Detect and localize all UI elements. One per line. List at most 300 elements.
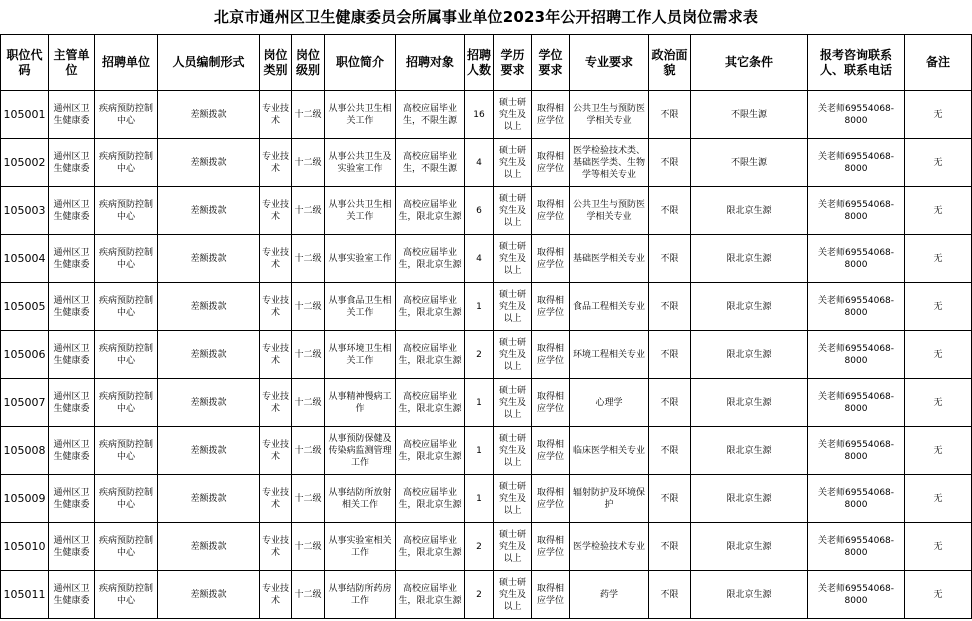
cell-text: 无 bbox=[933, 445, 943, 456]
cell-text: 通州区卫生健康委 bbox=[53, 103, 90, 126]
cell-text: 关老师69554068-8000 bbox=[817, 199, 895, 222]
job-description-cell bbox=[325, 331, 396, 379]
remarks-cell bbox=[905, 91, 972, 139]
job-code-cell bbox=[1, 331, 49, 379]
education-cell bbox=[494, 283, 532, 331]
department-cell bbox=[49, 523, 95, 571]
cell-text: 高校应届毕业生，限北京生源 bbox=[398, 535, 462, 558]
applicant-type-cell bbox=[396, 571, 465, 619]
cell-text: 限北京生源 bbox=[726, 397, 772, 408]
header-cell: 学位要求 bbox=[532, 35, 570, 91]
political-status-cell bbox=[649, 379, 691, 427]
other-conditions-cell bbox=[691, 187, 808, 235]
employer-cell bbox=[95, 187, 158, 235]
cell-text: 专业技术 bbox=[262, 583, 289, 606]
header-cell: 招聘人数 bbox=[465, 35, 494, 91]
post-category-cell bbox=[260, 571, 292, 619]
major-cell bbox=[570, 523, 649, 571]
contact-cell bbox=[808, 283, 905, 331]
cell-text: 食品工程相关专业 bbox=[572, 301, 645, 312]
cell-text: 基础医学相关专业 bbox=[572, 253, 645, 264]
cell-text: 1 bbox=[476, 397, 482, 408]
cell-text: 专业技术 bbox=[262, 247, 289, 270]
cell-text: 不限生源 bbox=[730, 109, 767, 120]
page-title: 北京市通州区卫生健康委员会所属事业单位2023年公开招聘工作人员岗位需求表 bbox=[213, 8, 759, 26]
headcount-cell bbox=[465, 91, 494, 139]
table-row bbox=[1, 187, 972, 235]
cell-text: 取得相应学位 bbox=[536, 247, 564, 270]
applicant-type-cell bbox=[396, 283, 465, 331]
post-category-cell bbox=[260, 379, 292, 427]
job-code-cell bbox=[1, 523, 49, 571]
cell-text: 从事精神慢病工作 bbox=[328, 391, 392, 414]
employer-cell bbox=[95, 379, 158, 427]
post-level-cell bbox=[292, 139, 325, 187]
table-row bbox=[1, 235, 972, 283]
cell-text: 105005 bbox=[3, 300, 46, 313]
headcount-cell bbox=[465, 571, 494, 619]
job-code-cell bbox=[1, 475, 49, 523]
cell-text: 专业技术 bbox=[262, 295, 289, 318]
post-category-cell bbox=[260, 139, 292, 187]
cell-text: 无 bbox=[933, 541, 943, 552]
applicant-type-cell bbox=[396, 139, 465, 187]
cell-text: 专业技术 bbox=[262, 199, 289, 222]
cell-text: 取得相应学位 bbox=[536, 151, 564, 174]
cell-text: 关老师69554068-8000 bbox=[817, 247, 895, 270]
header-cell: 招聘单位 bbox=[95, 35, 158, 91]
employer-cell bbox=[95, 283, 158, 331]
cell-text: 十二级 bbox=[294, 109, 322, 120]
job-code-cell bbox=[1, 91, 49, 139]
cell-text: 疾病预防控制中心 bbox=[98, 247, 153, 270]
cell-text: 限北京生源 bbox=[726, 301, 772, 312]
cell-text: 疾病预防控制中心 bbox=[98, 343, 153, 366]
cell-text: 从事实验室工作 bbox=[328, 253, 392, 264]
cell-text: 从事实验室相关工作 bbox=[328, 535, 392, 558]
cell-text: 无 bbox=[933, 301, 943, 312]
department-cell bbox=[49, 427, 95, 475]
cell-text: 高校应届毕业生，不限生源 bbox=[402, 103, 457, 126]
staffing-type-cell bbox=[158, 379, 260, 427]
post-category-cell bbox=[260, 475, 292, 523]
cell-text: 通州区卫生健康委 bbox=[53, 583, 90, 606]
header-cell: 岗位类别 bbox=[260, 35, 292, 91]
cell-text: 高校应届毕业生，限北京生源 bbox=[398, 487, 462, 510]
headcount-cell bbox=[465, 475, 494, 523]
headcount-cell bbox=[465, 139, 494, 187]
staffing-type-cell bbox=[158, 283, 260, 331]
cell-text: 硕士研究生及以上 bbox=[498, 481, 526, 516]
education-cell bbox=[494, 235, 532, 283]
cell-text: 公共卫生与预防医学相关专业 bbox=[572, 199, 645, 222]
cell-text: 十二级 bbox=[294, 445, 322, 456]
cell-text: 无 bbox=[933, 109, 943, 120]
cell-text: 硕士研究生及以上 bbox=[498, 385, 526, 420]
cell-text: 十二级 bbox=[294, 253, 322, 264]
header-cell: 岗位级别 bbox=[292, 35, 325, 91]
cell-text: 十二级 bbox=[294, 589, 322, 600]
cell-text: 取得相应学位 bbox=[536, 391, 564, 414]
cell-text: 专业技术 bbox=[262, 103, 289, 126]
education-cell bbox=[494, 475, 532, 523]
job-description-cell bbox=[325, 91, 396, 139]
cell-text: 关老师69554068-8000 bbox=[817, 343, 895, 366]
cell-text: 硕士研究生及以上 bbox=[498, 241, 526, 276]
cell-text: 通州区卫生健康委 bbox=[53, 151, 90, 174]
cell-text: 关老师69554068-8000 bbox=[817, 295, 895, 318]
cell-text: 4 bbox=[476, 157, 482, 168]
other-conditions-cell bbox=[691, 571, 808, 619]
job-code-cell bbox=[1, 139, 49, 187]
header-cell: 备注 bbox=[905, 35, 972, 91]
header-row bbox=[1, 35, 972, 91]
job-description-cell bbox=[325, 427, 396, 475]
cell-text: 高校应届毕业生，限北京生源 bbox=[398, 199, 462, 222]
cell-text: 通州区卫生健康委 bbox=[53, 247, 90, 270]
post-level-cell bbox=[292, 571, 325, 619]
political-status-cell bbox=[649, 283, 691, 331]
table-row bbox=[1, 475, 972, 523]
contact-cell bbox=[808, 139, 905, 187]
headcount-cell bbox=[465, 283, 494, 331]
table-row bbox=[1, 571, 972, 619]
cell-text: 不限 bbox=[660, 445, 679, 456]
degree-cell bbox=[532, 235, 570, 283]
cell-text: 从事环境卫生相关工作 bbox=[328, 343, 392, 366]
contact-cell bbox=[808, 523, 905, 571]
cell-text: 硕士研究生及以上 bbox=[498, 529, 526, 564]
post-level-cell bbox=[292, 475, 325, 523]
cell-text: 不限 bbox=[660, 397, 679, 408]
remarks-cell bbox=[905, 187, 972, 235]
cell-text: 不限 bbox=[660, 253, 679, 264]
cell-text: 高校应届毕业生，限北京生源 bbox=[398, 583, 462, 606]
table-row bbox=[1, 139, 972, 187]
job-code-cell bbox=[1, 427, 49, 475]
contact-cell bbox=[808, 379, 905, 427]
major-cell bbox=[570, 283, 649, 331]
applicant-type-cell bbox=[396, 235, 465, 283]
table-body bbox=[1, 91, 972, 619]
cell-text: 十二级 bbox=[294, 301, 322, 312]
cell-text: 不限 bbox=[660, 301, 679, 312]
cell-text: 疾病预防控制中心 bbox=[98, 103, 153, 126]
cell-text: 105008 bbox=[3, 444, 46, 457]
employer-cell bbox=[95, 331, 158, 379]
cell-text: 医学检验技术专业 bbox=[572, 541, 645, 552]
contact-cell bbox=[808, 571, 905, 619]
major-cell bbox=[570, 331, 649, 379]
post-category-cell bbox=[260, 235, 292, 283]
remarks-cell bbox=[905, 475, 972, 523]
political-status-cell bbox=[649, 187, 691, 235]
cell-text: 疾病预防控制中心 bbox=[98, 487, 153, 510]
cell-text: 高校应届毕业生，不限生源 bbox=[402, 151, 457, 174]
remarks-cell bbox=[905, 235, 972, 283]
cell-text: 2 bbox=[476, 349, 482, 360]
cell-text: 105007 bbox=[3, 396, 46, 409]
cell-text: 105003 bbox=[3, 204, 46, 217]
other-conditions-cell bbox=[691, 379, 808, 427]
department-cell bbox=[49, 91, 95, 139]
cell-text: 十二级 bbox=[294, 397, 322, 408]
cell-text: 疾病预防控制中心 bbox=[98, 535, 153, 558]
job-description-cell bbox=[325, 379, 396, 427]
cell-text: 无 bbox=[933, 397, 943, 408]
cell-text: 差额拨款 bbox=[190, 301, 227, 312]
cell-text: 关老师69554068-8000 bbox=[817, 151, 895, 174]
cell-text: 105011 bbox=[3, 588, 46, 601]
cell-text: 硕士研究生及以上 bbox=[498, 145, 526, 180]
contact-cell bbox=[808, 235, 905, 283]
political-status-cell bbox=[649, 331, 691, 379]
cell-text: 无 bbox=[933, 493, 943, 504]
cell-text: 差额拨款 bbox=[190, 445, 227, 456]
cell-text: 疾病预防控制中心 bbox=[98, 151, 153, 174]
cell-text: 取得相应学位 bbox=[536, 199, 564, 222]
other-conditions-cell bbox=[691, 139, 808, 187]
remarks-cell bbox=[905, 283, 972, 331]
cell-text: 105010 bbox=[3, 540, 46, 553]
employer-cell bbox=[95, 139, 158, 187]
job-description-cell bbox=[325, 283, 396, 331]
cell-text: 硕士研究生及以上 bbox=[498, 193, 526, 228]
staffing-type-cell bbox=[158, 187, 260, 235]
remarks-cell bbox=[905, 571, 972, 619]
applicant-type-cell bbox=[396, 523, 465, 571]
major-cell bbox=[570, 139, 649, 187]
cell-text: 专业技术 bbox=[262, 343, 289, 366]
headcount-cell bbox=[465, 331, 494, 379]
degree-cell bbox=[532, 283, 570, 331]
cell-text: 不限 bbox=[660, 541, 679, 552]
post-category-cell bbox=[260, 91, 292, 139]
job-code-cell bbox=[1, 379, 49, 427]
cell-text: 4 bbox=[476, 253, 482, 264]
cell-text: 环境工程相关专业 bbox=[572, 349, 645, 360]
cell-text: 限北京生源 bbox=[726, 253, 772, 264]
cell-text: 疾病预防控制中心 bbox=[98, 391, 153, 414]
cell-text: 取得相应学位 bbox=[536, 343, 564, 366]
cell-text: 十二级 bbox=[294, 205, 322, 216]
post-category-cell bbox=[260, 523, 292, 571]
cell-text: 高校应届毕业生，限北京生源 bbox=[398, 247, 462, 270]
cell-text: 关老师69554068-8000 bbox=[817, 391, 895, 414]
education-cell bbox=[494, 379, 532, 427]
job-description-cell bbox=[325, 235, 396, 283]
cell-text: 硕士研究生及以上 bbox=[498, 433, 526, 468]
table-row bbox=[1, 91, 972, 139]
cell-text: 十二级 bbox=[294, 493, 322, 504]
cell-text: 公共卫生与预防医学相关专业 bbox=[572, 103, 645, 126]
cell-text: 专业技术 bbox=[262, 439, 289, 462]
department-cell bbox=[49, 475, 95, 523]
cell-text: 硕士研究生及以上 bbox=[498, 337, 526, 372]
political-status-cell bbox=[649, 475, 691, 523]
cell-text: 通州区卫生健康委 bbox=[53, 295, 90, 318]
cell-text: 高校应届毕业生，限北京生源 bbox=[398, 439, 462, 462]
cell-text: 差额拨款 bbox=[190, 541, 227, 552]
header-cell: 人员编制形式 bbox=[158, 35, 260, 91]
header-cell: 职位代码 bbox=[1, 35, 49, 91]
cell-text: 限北京生源 bbox=[726, 589, 772, 600]
job-code-cell bbox=[1, 235, 49, 283]
education-cell bbox=[494, 571, 532, 619]
cell-text: 疾病预防控制中心 bbox=[98, 295, 153, 318]
cell-text: 限北京生源 bbox=[726, 493, 772, 504]
department-cell bbox=[49, 187, 95, 235]
cell-text: 无 bbox=[933, 157, 943, 168]
cell-text: 关老师69554068-8000 bbox=[817, 439, 895, 462]
post-category-cell bbox=[260, 331, 292, 379]
post-level-cell bbox=[292, 331, 325, 379]
cell-text: 专业技术 bbox=[262, 391, 289, 414]
employer-cell bbox=[95, 523, 158, 571]
department-cell bbox=[49, 139, 95, 187]
other-conditions-cell bbox=[691, 283, 808, 331]
cell-text: 十二级 bbox=[294, 541, 322, 552]
remarks-cell bbox=[905, 139, 972, 187]
cell-text: 16 bbox=[473, 109, 485, 120]
major-cell bbox=[570, 187, 649, 235]
cell-text: 关老师69554068-8000 bbox=[817, 487, 895, 510]
job-description-cell bbox=[325, 139, 396, 187]
table-row bbox=[1, 331, 972, 379]
post-level-cell bbox=[292, 427, 325, 475]
post-category-cell bbox=[260, 283, 292, 331]
cell-text: 通州区卫生健康委 bbox=[53, 487, 90, 510]
cell-text: 不限 bbox=[660, 589, 679, 600]
cell-text: 无 bbox=[933, 349, 943, 360]
major-cell bbox=[570, 475, 649, 523]
cell-text: 取得相应学位 bbox=[536, 535, 564, 558]
degree-cell bbox=[532, 427, 570, 475]
post-level-cell bbox=[292, 91, 325, 139]
applicant-type-cell bbox=[396, 187, 465, 235]
cell-text: 1 bbox=[476, 445, 482, 456]
other-conditions-cell bbox=[691, 475, 808, 523]
cell-text: 105009 bbox=[3, 492, 46, 505]
cell-text: 2 bbox=[476, 541, 482, 552]
header-cell: 学历要求 bbox=[494, 35, 532, 91]
remarks-cell bbox=[905, 331, 972, 379]
education-cell bbox=[494, 139, 532, 187]
cell-text: 疾病预防控制中心 bbox=[98, 439, 153, 462]
department-cell bbox=[49, 379, 95, 427]
cell-text: 差额拨款 bbox=[190, 205, 227, 216]
other-conditions-cell bbox=[691, 235, 808, 283]
header-cell: 主管单位 bbox=[49, 35, 95, 91]
department-cell bbox=[49, 235, 95, 283]
cell-text: 无 bbox=[933, 589, 943, 600]
cell-text: 不限 bbox=[660, 109, 679, 120]
job-description-cell bbox=[325, 571, 396, 619]
employer-cell bbox=[95, 475, 158, 523]
applicant-type-cell bbox=[396, 331, 465, 379]
job-code-cell bbox=[1, 283, 49, 331]
cell-text: 105006 bbox=[3, 348, 46, 361]
other-conditions-cell bbox=[691, 427, 808, 475]
job-description-cell bbox=[325, 475, 396, 523]
contact-cell bbox=[808, 475, 905, 523]
other-conditions-cell bbox=[691, 91, 808, 139]
cell-text: 疾病预防控制中心 bbox=[98, 583, 153, 606]
cell-text: 限北京生源 bbox=[726, 349, 772, 360]
degree-cell bbox=[532, 331, 570, 379]
cell-text: 从事结防所放射相关工作 bbox=[328, 487, 392, 510]
degree-cell bbox=[532, 187, 570, 235]
table-row bbox=[1, 283, 972, 331]
post-level-cell bbox=[292, 187, 325, 235]
cell-text: 关老师69554068-8000 bbox=[817, 535, 895, 558]
headcount-cell bbox=[465, 427, 494, 475]
header-cell: 报考咨询联系人、联系电话 bbox=[808, 35, 905, 91]
cell-text: 差额拨款 bbox=[190, 157, 227, 168]
post-level-cell bbox=[292, 235, 325, 283]
cell-text: 关老师69554068-8000 bbox=[817, 583, 895, 606]
staffing-type-cell bbox=[158, 523, 260, 571]
major-cell bbox=[570, 427, 649, 475]
political-status-cell bbox=[649, 91, 691, 139]
cell-text: 辐射防护及环境保护 bbox=[572, 487, 645, 510]
degree-cell bbox=[532, 91, 570, 139]
post-level-cell bbox=[292, 283, 325, 331]
employer-cell bbox=[95, 235, 158, 283]
cell-text: 限北京生源 bbox=[726, 541, 772, 552]
employer-cell bbox=[95, 427, 158, 475]
cell-text: 取得相应学位 bbox=[536, 583, 564, 606]
department-cell bbox=[49, 283, 95, 331]
post-level-cell bbox=[292, 523, 325, 571]
staffing-type-cell bbox=[158, 475, 260, 523]
header-cell: 专业要求 bbox=[570, 35, 649, 91]
headcount-cell bbox=[465, 523, 494, 571]
major-cell bbox=[570, 571, 649, 619]
cell-text: 药学 bbox=[599, 589, 618, 600]
political-status-cell bbox=[649, 427, 691, 475]
cell-text: 专业技术 bbox=[262, 535, 289, 558]
cell-text: 从事结防所药房工作 bbox=[328, 583, 392, 606]
cell-text: 专业技术 bbox=[262, 487, 289, 510]
cell-text: 不限生源 bbox=[730, 157, 767, 168]
cell-text: 1 bbox=[476, 493, 482, 504]
staffing-type-cell bbox=[158, 91, 260, 139]
cell-text: 取得相应学位 bbox=[536, 439, 564, 462]
contact-cell bbox=[808, 331, 905, 379]
cell-text: 关老师69554068-8000 bbox=[817, 103, 895, 126]
political-status-cell bbox=[649, 571, 691, 619]
headcount-cell bbox=[465, 235, 494, 283]
staffing-type-cell bbox=[158, 331, 260, 379]
education-cell bbox=[494, 331, 532, 379]
cell-text: 限北京生源 bbox=[726, 445, 772, 456]
degree-cell bbox=[532, 571, 570, 619]
major-cell bbox=[570, 379, 649, 427]
cell-text: 高校应届毕业生，限北京生源 bbox=[398, 391, 462, 414]
cell-text: 不限 bbox=[660, 205, 679, 216]
department-cell bbox=[49, 331, 95, 379]
education-cell bbox=[494, 187, 532, 235]
cell-text: 取得相应学位 bbox=[536, 103, 564, 126]
other-conditions-cell bbox=[691, 523, 808, 571]
degree-cell bbox=[532, 139, 570, 187]
cell-text: 十二级 bbox=[294, 349, 322, 360]
applicant-type-cell bbox=[396, 379, 465, 427]
staffing-type-cell bbox=[158, 427, 260, 475]
cell-text: 通州区卫生健康委 bbox=[53, 535, 90, 558]
department-cell bbox=[49, 571, 95, 619]
